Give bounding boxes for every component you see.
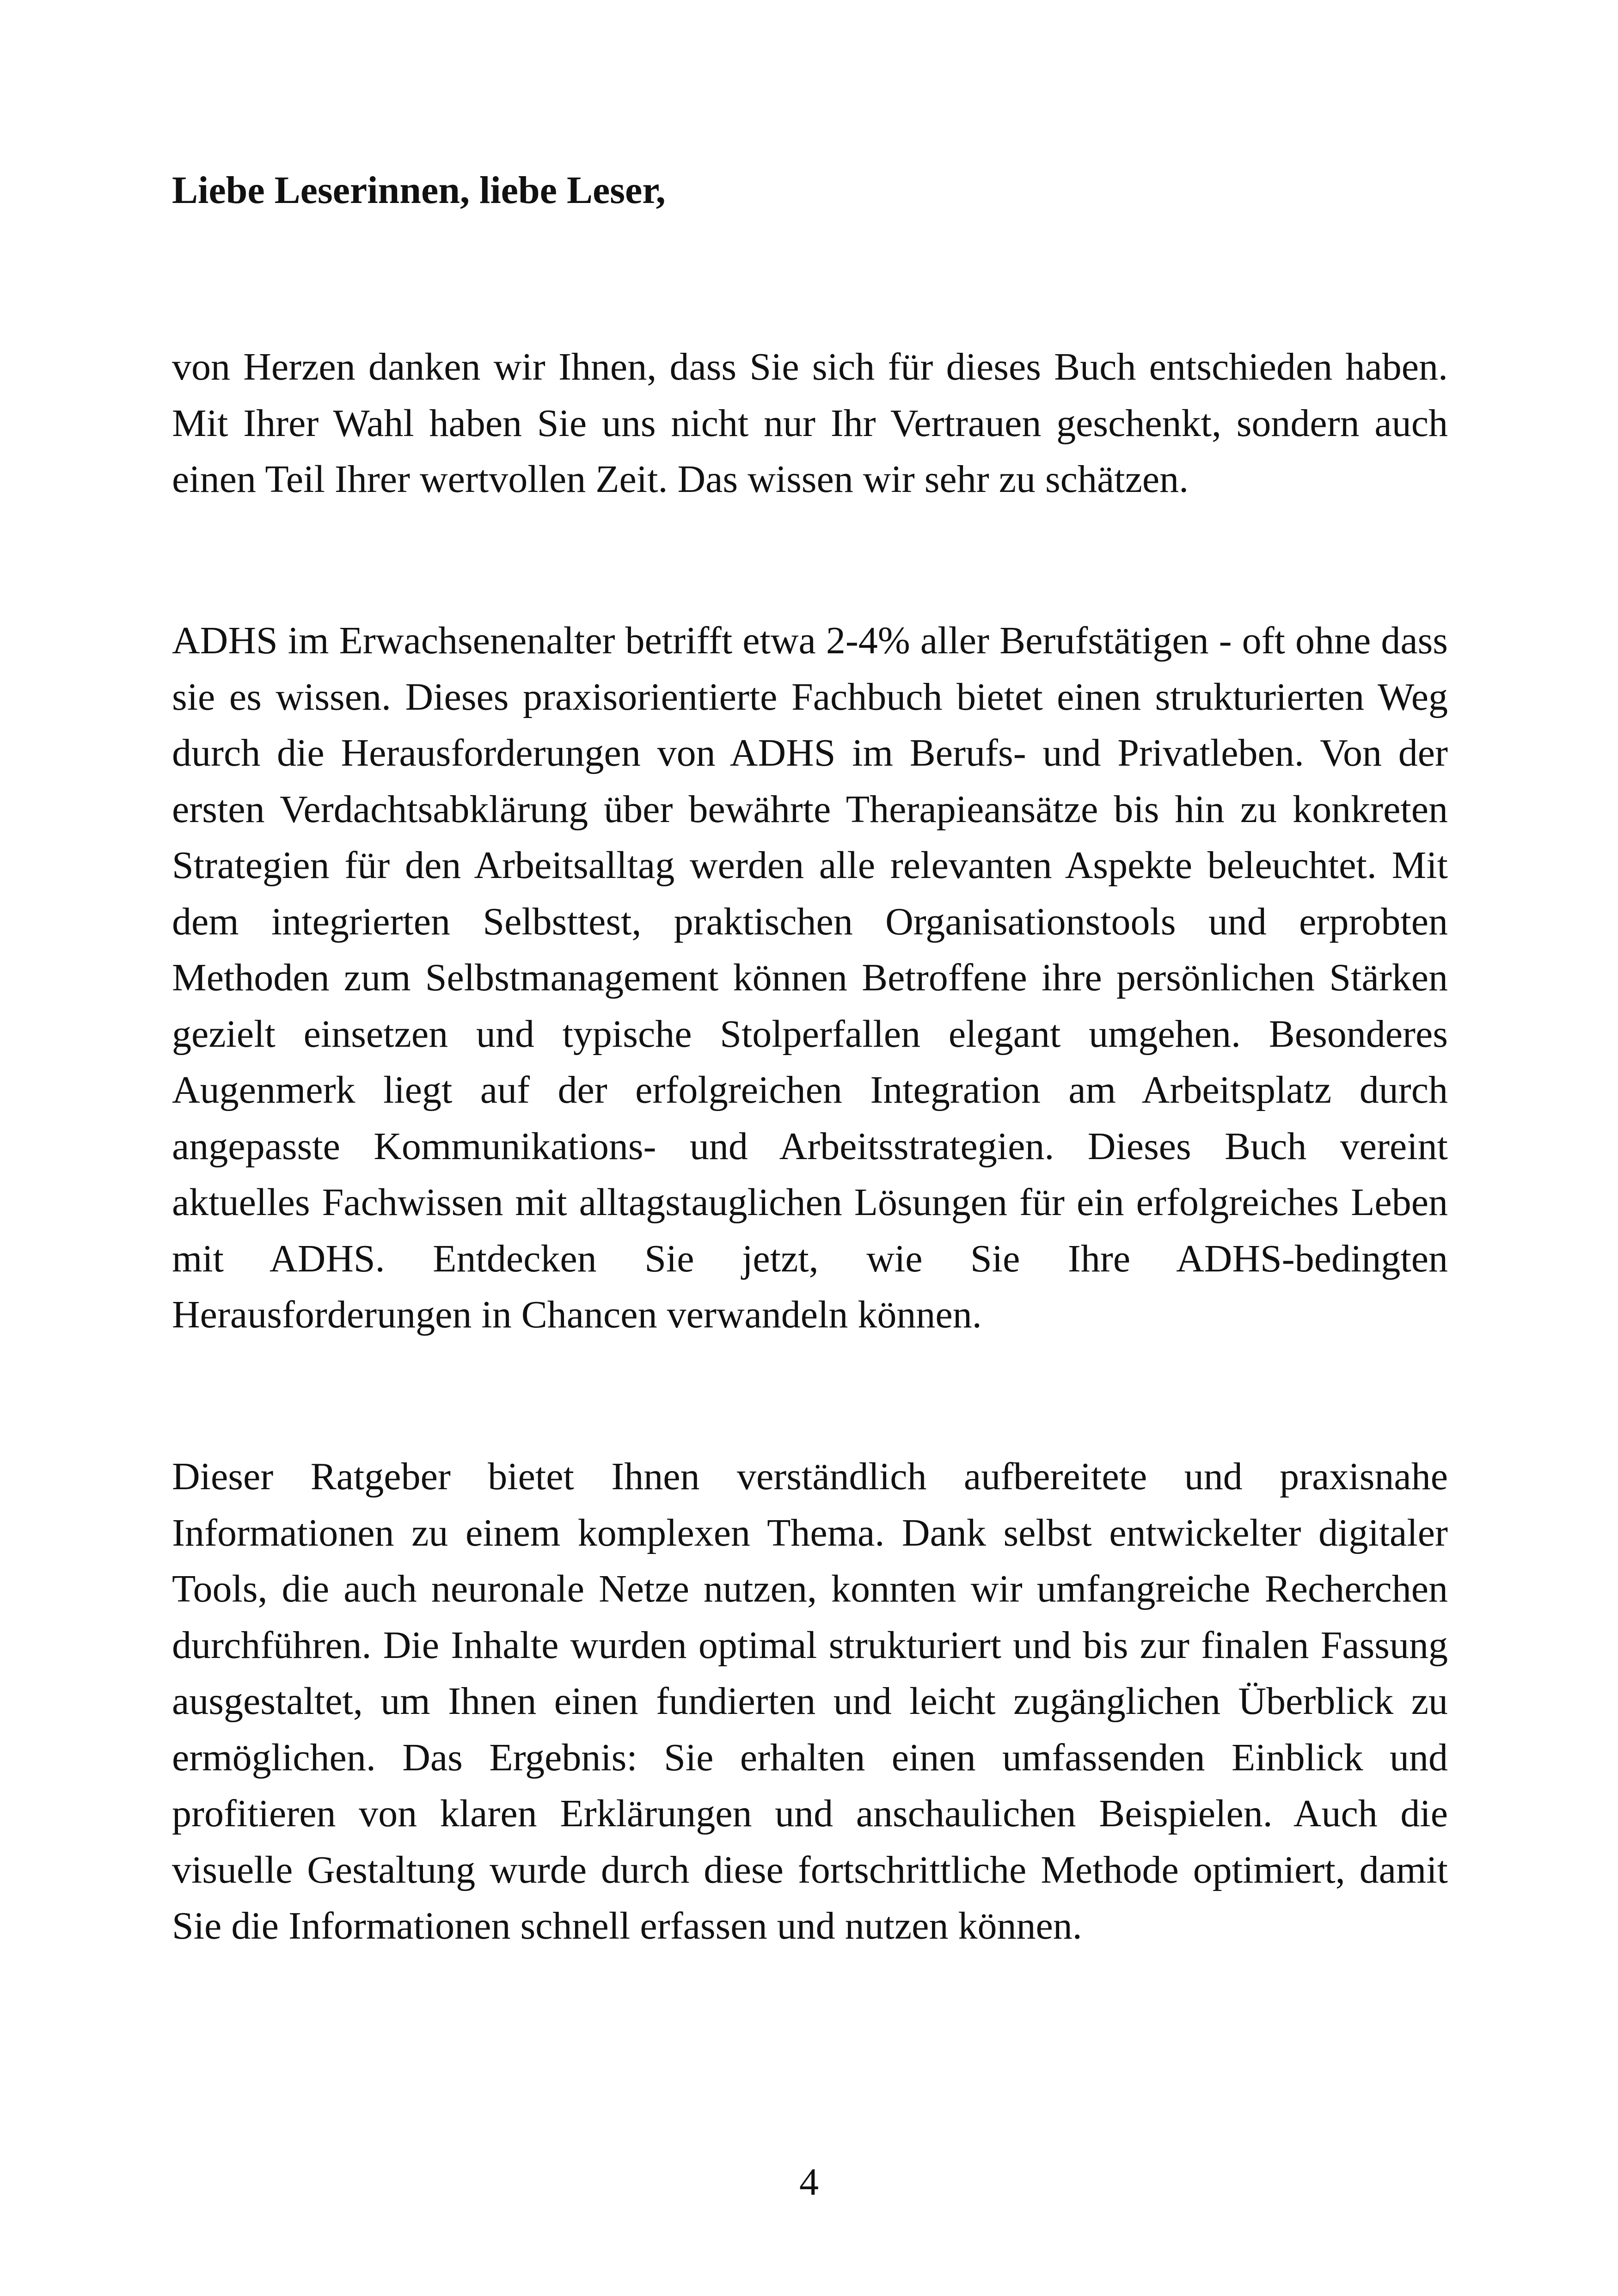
- topic-paragraph-block: [172, 613, 1448, 1343]
- page-number: 4: [799, 2161, 819, 2204]
- paragraph-adhs-overview: ADHS im Erwachsenenalter betrifft etwa 2-4% aller Berufstätigen - oft ohne dass sie es wissen. Dieses praxisorientierte Fachbuch bietet einen strukturierten Weg durch die Herausforderungen von ADHS im Berufs- und Privatleben. Von der ersten Verdachtsabklärung über bewährte Therapieansätze bis hin zu konkreten Strategien für den Arbeitsalltag werden alle relevanten Aspekte beleuchtet. Mit dem integrierten Selbsttest, praktischen Organisationstools und erprobten Methoden zum Selbstmanagement können Betroffene ihre persönlichen Stärken gezielt einsetzen und typische Stolperfallen elegant umgehen. Besonderes Augenmerk liegt auf der erfolgreichen Integration am Arbeitsplatz durch angepasste Kommunikations- und Arbeitsstrategien. Dieses Buch vereint aktuelles Fachwissen mit alltagstauglichen Lösungen für ein erfolgreiches Leben mit ADHS. Entdecken Sie jetzt, wie Sie Ihre ADHS-bedingten Herausforderungen in Chancen verwandeln können.: [172, 619, 1448, 1336]
- method-paragraph-block: [172, 1449, 1448, 1954]
- intro-paragraph-block: [172, 339, 1448, 508]
- salutation-heading: Liebe Leserinnen, liebe Leser,: [172, 169, 666, 212]
- paragraph-methodology: Dieser Ratgeber bietet Ihnen verständlich aufbereitete und praxisnahe Informationen zu einem komplexen Thema. Dank selbst entwickelter digitaler Tools, die auch neuronale Netze nutzen, konnten wir umfangreiche Recherchen durchführen. Die Inhalte wurden optimal strukturiert und bis zur finalen Fassung ausgestaltet, um Ihnen einen fundierten und leicht zugänglichen Überblick zu ermöglichen. Das Ergebnis: Sie erhalten einen umfassenden Einblick und profitieren von klaren Erklärungen und anschaulichen Beispielen. Auch die visuelle Gestaltung wurde durch diese fortschrittliche Methode optimiert, damit Sie die Informationen schnell erfassen und nutzen können.: [172, 1455, 1448, 1947]
- paragraph-thanks: von Herzen danken wir Ihnen, dass Sie sich für dieses Buch entschieden haben. Mit Ihrer Wahl haben Sie uns nicht nur Ihr Vertrauen geschenkt, sondern auch einen Teil Ihrer wertvollen Zeit. Das wissen wir sehr zu schätzen.: [172, 345, 1448, 501]
